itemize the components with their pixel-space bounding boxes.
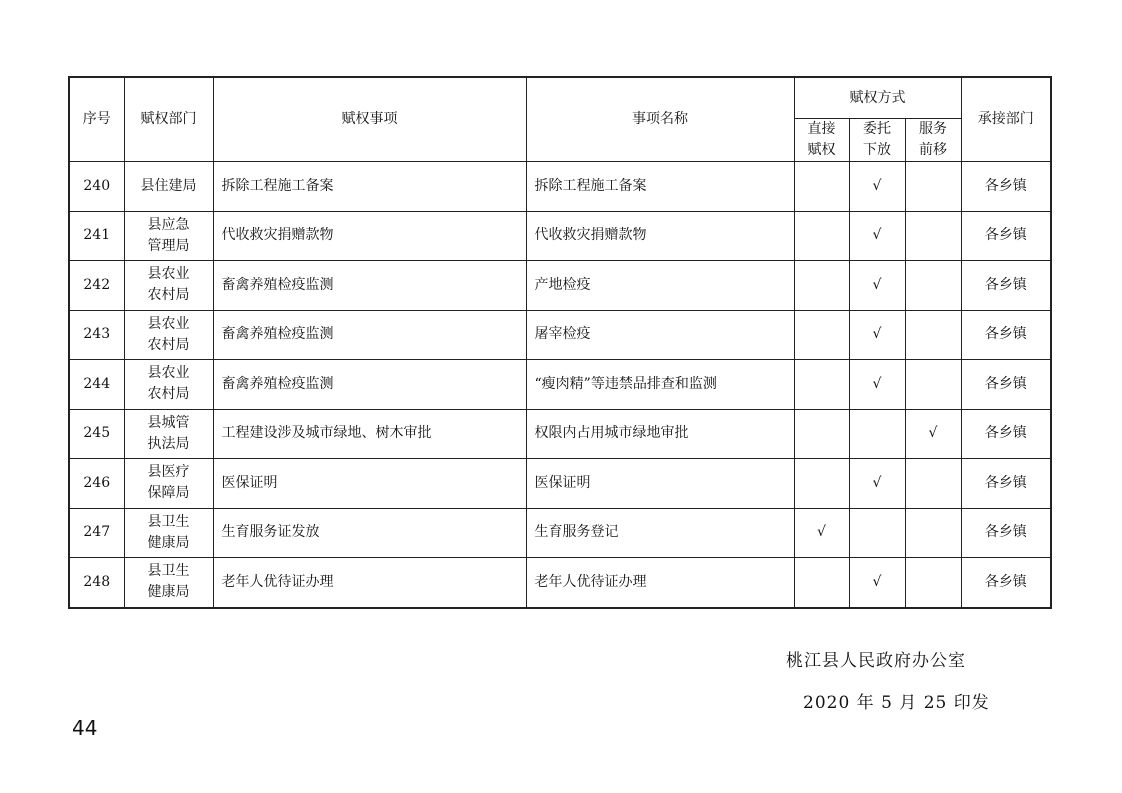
cell-receiver: 各乡镇 (961, 360, 1051, 410)
cell-method-service (905, 211, 961, 261)
header-item-name: 事项名称 (526, 77, 794, 162)
table-row (69, 459, 1051, 509)
cell-matter: 生育服务证发放 (213, 508, 526, 558)
cell-receiver: 各乡镇 (961, 261, 1051, 311)
cell-index: 244 (69, 360, 124, 410)
cell-method-delegate (849, 508, 905, 558)
cell-method-direct (794, 360, 849, 410)
cell-item-name: 医保证明 (526, 459, 794, 509)
cell-method-delegate: √ (849, 558, 905, 608)
cell-method-direct (794, 261, 849, 311)
cell-matter: 老年人优待证办理 (213, 558, 526, 608)
cell-method-delegate: √ (849, 211, 905, 261)
cell-method-direct (794, 211, 849, 261)
cell-department: 县卫生 健康局 (124, 508, 213, 558)
cell-index: 242 (69, 261, 124, 311)
cell-department: 县卫生 健康局 (124, 558, 213, 608)
cell-method-service (905, 310, 961, 360)
cell-matter: 拆除工程施工备案 (213, 162, 526, 212)
cell-index: 243 (69, 310, 124, 360)
table-row (69, 558, 1051, 608)
cell-method-delegate: √ (849, 261, 905, 311)
table-header (69, 77, 1051, 162)
cell-department: 县农业 农村局 (124, 360, 213, 410)
cell-method-service: √ (905, 409, 961, 459)
cell-method-delegate: √ (849, 360, 905, 410)
cell-item-name: 权限内占用城市绿地审批 (526, 409, 794, 459)
cell-matter: 工程建设涉及城市绿地、树木审批 (213, 409, 526, 459)
header-method-direct: 直接 赋权 (794, 119, 849, 162)
header-matter: 赋权事项 (213, 77, 526, 162)
cell-matter: 代收救灾捐赠款物 (213, 211, 526, 261)
cell-department: 县医疗 保障局 (124, 459, 213, 509)
cell-item-name: 代收救灾捐赠款物 (526, 211, 794, 261)
cell-item-name: 拆除工程施工备案 (526, 162, 794, 212)
header-method-group: 赋权方式 (794, 77, 961, 119)
cell-department: 县城管 执法局 (124, 409, 213, 459)
cell-item-name: “瘦肉精”等违禁品排查和监测 (526, 360, 794, 410)
cell-method-service (905, 459, 961, 509)
cell-method-delegate: √ (849, 310, 905, 360)
table-row (69, 508, 1051, 558)
cell-index: 248 (69, 558, 124, 608)
cell-index: 247 (69, 508, 124, 558)
cell-method-direct (794, 558, 849, 608)
cell-method-delegate (849, 409, 905, 459)
cell-index: 240 (69, 162, 124, 212)
cell-index: 245 (69, 409, 124, 459)
table-row (69, 261, 1051, 311)
header-department: 赋权部门 (124, 77, 213, 162)
authorization-table (68, 76, 1052, 609)
cell-receiver: 各乡镇 (961, 508, 1051, 558)
cell-matter: 畜禽养殖检疫监测 (213, 360, 526, 410)
header-method-service: 服务 前移 (905, 119, 961, 162)
cell-department: 县住建局 (124, 162, 213, 212)
cell-department: 县应急 管理局 (124, 211, 213, 261)
cell-method-delegate: √ (849, 459, 905, 509)
cell-matter: 畜禽养殖检疫监测 (213, 261, 526, 311)
table-row (69, 360, 1051, 410)
page-number: 44 (72, 716, 98, 740)
table-row (69, 310, 1051, 360)
cell-matter: 医保证明 (213, 459, 526, 509)
cell-method-direct (794, 409, 849, 459)
cell-method-delegate: √ (849, 162, 905, 212)
cell-method-direct (794, 310, 849, 360)
cell-receiver: 各乡镇 (961, 459, 1051, 509)
cell-department: 县农业 农村局 (124, 261, 213, 311)
cell-item-name: 产地检疫 (526, 261, 794, 311)
cell-index: 246 (69, 459, 124, 509)
header-receiver: 承接部门 (961, 77, 1051, 162)
cell-receiver: 各乡镇 (961, 211, 1051, 261)
cell-method-direct (794, 162, 849, 212)
cell-item-name: 老年人优待证办理 (526, 558, 794, 608)
table-row (69, 211, 1051, 261)
cell-method-service (905, 360, 961, 410)
cell-method-service (905, 261, 961, 311)
header-method-delegate: 委托 下放 (849, 119, 905, 162)
cell-method-service (905, 558, 961, 608)
issue-date: 2020 年 5 月 25 印发 (803, 693, 990, 713)
cell-method-direct: √ (794, 508, 849, 558)
cell-method-service (905, 508, 961, 558)
table-row (69, 409, 1051, 459)
cell-receiver: 各乡镇 (961, 558, 1051, 608)
header-index: 序号 (69, 77, 124, 162)
cell-matter: 畜禽养殖检疫监测 (213, 310, 526, 360)
cell-item-name: 屠宰检疫 (526, 310, 794, 360)
cell-department: 县农业 农村局 (124, 310, 213, 360)
table-row (69, 162, 1051, 212)
cell-method-service (905, 162, 961, 212)
cell-receiver: 各乡镇 (961, 409, 1051, 459)
cell-item-name: 生育服务登记 (526, 508, 794, 558)
cell-index: 241 (69, 211, 124, 261)
cell-receiver: 各乡镇 (961, 310, 1051, 360)
table-body (69, 162, 1051, 608)
cell-method-direct (794, 459, 849, 509)
cell-receiver: 各乡镇 (961, 162, 1051, 212)
issuing-office: 桃江县人民政府办公室 (786, 651, 966, 671)
